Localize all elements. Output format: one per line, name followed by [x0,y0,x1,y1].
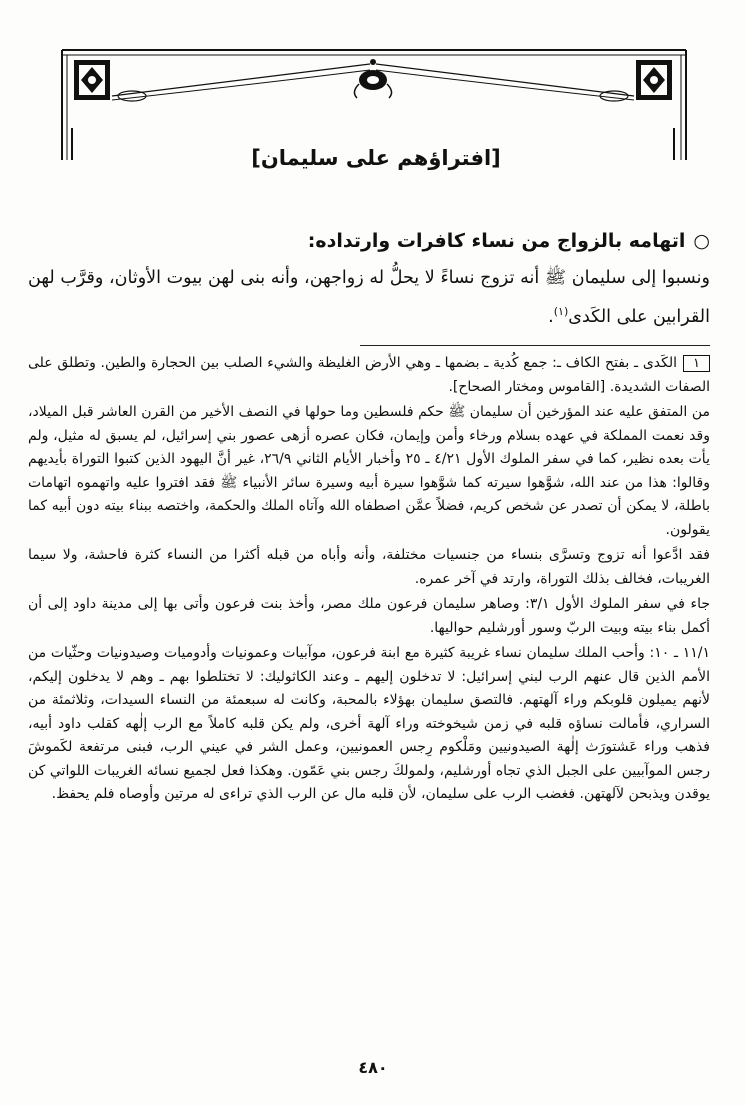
main-text: ونسبوا إلى سليمان ﷺ أنه تزوج نساءً لا يحلُّ له زواجهن، وأنه بنى لهن بيوت الأوثان، وقرَّب لهن القرابين على الكَدى [28,268,710,327]
footnote-reference: (١) [553,305,569,318]
footnote-separator [360,345,710,346]
footnote-paragraph: من المتفق عليه عند المؤرخين أن سليمان ﷺ حكم فلسطين وما حولها في النصف الأخير من القرن العاشر قبل الميلاد، وقد نعمت المملكة في عهده بسلام ورخاء وأمن وإيمان، فكان عصره أزهى عصور بني إسرائيل، لم يسبق له مثيل، ولم يأت بعده نظير، كما في سفر الملوك الأول ٤/٢١ ـ ٢٥ وأخبار الأيام الثاني ٢٦/٩، غير أنَّ اليهود الذين كتبوا التوراة بأيديهم وقالوا: هذا من عند الله، شوَّهوا سيرته كما شوَّهوا سيرة أبيه وسيرة سائر الأنبياء ﷺ فقد افتروا عليه واتهموه اتهامات باطلة، لا يمكن أن تصدر عن شخص كريم، فضلاً عمَّن اصطفاه الله وآتاه الملك والحكمة، واختصه ببناء بيته دون أبيه كما يقولون. [28,404,710,538]
heading-bullet: ○ [693,230,710,252]
footnote-paragraph: ١١/١ ـ ١٠: وأحب الملك سليمان نساء غريبة كثيرة مع ابنة فرعون، موآبيات وعمونيات وأدوميات وصيدونيات وحثّيات من الأمم الذين قال عنهم الرب لبني إسرائيل: لا تدخلون إليهم ـ وعند الكاثوليك: لا تختلطوا بهم ـ وهم لا يدخلون إليكم، لأنهم يميلون قلوبكم وراء آلهتهم. فالتصق سليمان بهؤلاء بالمحبة، وكانت له سبعمئة من النساء السيدات، وثلاثمئة من السراري، فأمالت نساؤه قلبه في زمن شيخوخته وراء آلهة أخرى، ولم يكن قلبه كاملاً مع الرب إلٰهه كقلب داود أبيه، فذهب وراء عَشتورَث إلٰهة الصيدونيين ومَلْكوم رِجس العمونيين، وعمل الشر في عيني الرب، فبنى مرتفعة لكَموشَ رجس الموآبيين على الجبل الذي تجاه أورشليم، ولمولكَ رجس بني عَمّون. وهكذا فعل لجميع نسائه الغريبات اللواتي كن يوقدن ويذبحن لآلهتهن. فغضب الرب على سليمان، لأن قلبه مال عن الرب الذي تراءى له مرتين وأوصاه فلم يحفظ. [28,645,710,802]
section-title: [افتراؤهم على سليمان] [251,146,501,170]
main-text-end: . [548,306,554,327]
main-paragraph [28,262,710,334]
heading-text: اتهامه بالزواج من نساء كافرات وارتداده: [307,230,686,252]
footnotes [28,352,710,809]
footnote-1 [28,352,710,399]
section-heading [70,226,710,256]
left-corner-ornament-icon [74,60,110,100]
footnote-number: ١ [683,355,710,372]
right-corner-ornament-icon [636,60,672,100]
page-number: ٤٨٠ [358,1058,388,1077]
footnote-text: الكَدى ـ بفتح الكاف ـ: جمع كُدية ـ بضمها ـ وهي الأرض الغليظة والشيء الصلب بين الحجارة والطين. وتطلق على الصفات الشديدة. [القاموس ومختار الصحاح]. [28,355,710,395]
footnote-paragraph: فقد ادَّعوا أنه تزوج وتسرَّى بنساء من جنسيات مختلفة، وأنه وأباه من قبله أكثرا من النساء كثرة فاحشة، ولا سيما الغريبات، فخالف بذلك التوراة، وارتد في آخر عمره. [28,547,710,587]
footnote-paragraph: جاء في سفر الملوك الأول ٣/١: وصاهر سليمان فرعون ملك مصر، وأخذ بنت فرعون وأتى بها إلى مدينة داود إلى أن أكمل بناء بيته وبيت الربّ وسور أورشليم حواليها. [28,596,711,636]
